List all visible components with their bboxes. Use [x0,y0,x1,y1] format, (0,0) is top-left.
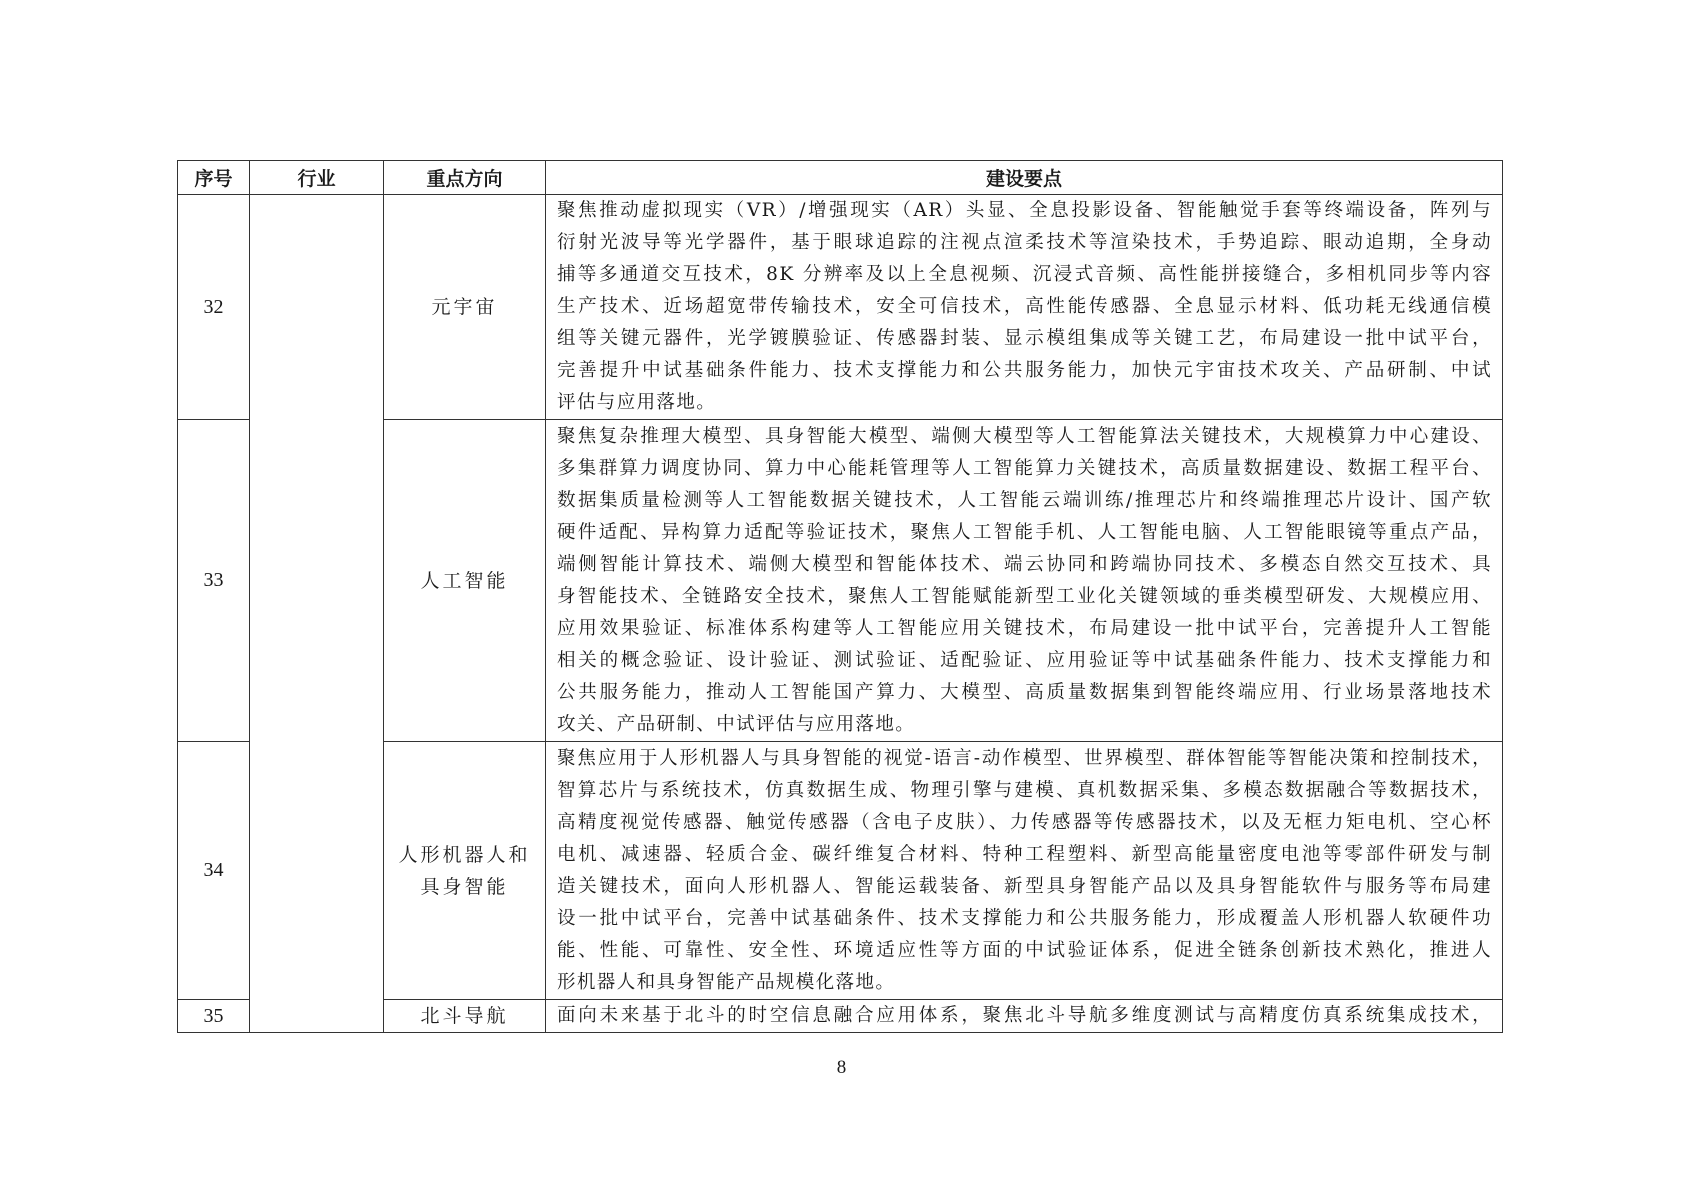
text-line: 智算芯片与系统技术，仿真数据生成、物理引擎与建模、真机数据采集、多模态数据融合等数据技术， [557,779,1492,801]
serial-number-cell: 32 [178,195,250,420]
direction-line: 人形机器人和 [398,843,531,866]
text-line: 电机、减速器、轻质合金、碳纤维复合材料、特种工程塑料、新型高能量密度电池等零部件研发与制 [557,843,1492,865]
key-direction-cell: 北斗导航 [384,1000,546,1033]
serial-number-cell: 33 [178,420,250,742]
text-line: 聚焦推动虚拟现实（VR）/增强现实（AR）头显、全息投影设备、智能触觉手套等终端设备，阵列与 [557,200,1492,221]
text-line: 生产技术、近场超宽带传输技术，安全可信技术，高性能传感器、全息显示材料、低功耗无线通信模 [557,296,1492,317]
text-line: 相关的概念验证、设计验证、测试验证、适配验证、应用验证等中试基础条件能力、技术支撑能力和 [557,649,1492,671]
header-industry: 行业 [250,161,384,195]
text-line: 完善提升中试基础条件能力、技术支撑能力和公共服务能力，加快元宇宙技术攻关、产品研制、中试 [557,360,1492,381]
key-direction-cell [384,742,546,1000]
construction-points-cell [546,1000,1503,1033]
header-key-direction: 重点方向 [384,161,546,195]
text-line: 造关键技术，面向人形机器人、智能运载装备、新型具身智能产品以及具身智能软件与服务等布局建 [557,875,1492,897]
table-row [178,195,1503,420]
text-line: 衍射光波导等光学器件，基于眼球追踪的注视点渲柔技术等渲染技术，手势追踪、眼动追期，全身动 [557,232,1492,253]
key-directions-table [177,160,1503,1033]
text-line: 能、性能、可靠性、安全性、环境适应性等方面的中试验证体系，促进全链条创新技术熟化，推进人 [557,939,1492,961]
construction-points-cell [546,742,1503,1000]
text-line: 端侧智能计算技术、端侧大模型和智能体技术、端云协同和跨端协同技术、多模态自然交互技术、具 [557,553,1492,575]
table-header-row [178,161,1503,195]
text-line: 聚焦复杂推理大模型、具身智能大模型、端侧大模型等人工智能算法关键技术，大规模算力中心建设、 [557,425,1492,447]
construction-points-cell [546,420,1503,742]
text-line: 身智能技术、全链路安全技术，聚焦人工智能赋能新型工业化关键领域的垂类模型研发、大规模应用、 [557,585,1492,607]
serial-number-cell: 34 [178,742,250,1000]
text-line: 高精度视觉传感器、触觉传感器（含电子皮肤）、力传感器等传感器技术，以及无框力矩电机、空心杯 [557,811,1492,833]
header-serial-number: 序号 [178,161,250,195]
text-line: 多集群算力调度协同、算力中心能耗管理等人工智能算力关键技术，高质量数据建设、数据工程平台、 [557,457,1492,479]
page-number: 8 [836,1057,847,1078]
text-line: 面向未来基于北斗的时空信息融合应用体系，聚焦北斗导航多维度测试与高精度仿真系统集成技术， [557,1005,1492,1026]
text-line: 攻关、产品研制、中试评估与应用落地。 [557,713,916,735]
text-line: 硬件适配、异构算力适配等验证技术，聚焦人工智能手机、人工智能电脑、人工智能眼镜等重点产品， [557,521,1492,543]
header-construction-points: 建设要点 [546,161,1503,195]
text-line: 组等关键元器件，光学镀膜验证、传感器封装、显示模组集成等关键工艺，布局建设一批中试平台， [557,328,1492,349]
text-line: 形机器人和具身智能产品规模化落地。 [557,971,896,993]
industry-cell [250,195,384,1033]
direction-line: 具身智能 [420,875,509,898]
text-line: 数据集质量检测等人工智能数据关键技术，人工智能云端训练/推理芯片和终端推理芯片设计、国产软 [557,489,1492,511]
text-line: 公共服务能力，推动人工智能国产算力、大模型、高质量数据集到智能终端应用、行业场景落地技术 [557,681,1492,703]
construction-points-cell [546,195,1503,420]
text-line: 应用效果验证、标准体系构建等人工智能应用关键技术，布局建设一批中试平台，完善提升人工智能 [557,617,1492,639]
key-direction-cell: 人工智能 [384,420,546,742]
key-direction-cell: 元宇宙 [384,195,546,420]
text-line: 聚焦应用于人形机器人与具身智能的视觉-语言-动作模型、世界模型、群体智能等智能决策和控制技术， [557,747,1492,769]
text-line: 评估与应用落地。 [557,392,717,413]
text-line: 捕等多通道交互技术，8K 分辨率及以上全息视频、沉浸式音频、高性能拼接缝合，多相机同步等内容 [557,264,1492,285]
text-line: 设一批中试平台，完善中试基础条件、技术支撑能力和公共服务能力，形成覆盖人形机器人软硬件功 [557,907,1492,929]
serial-number-cell: 35 [178,1000,250,1033]
